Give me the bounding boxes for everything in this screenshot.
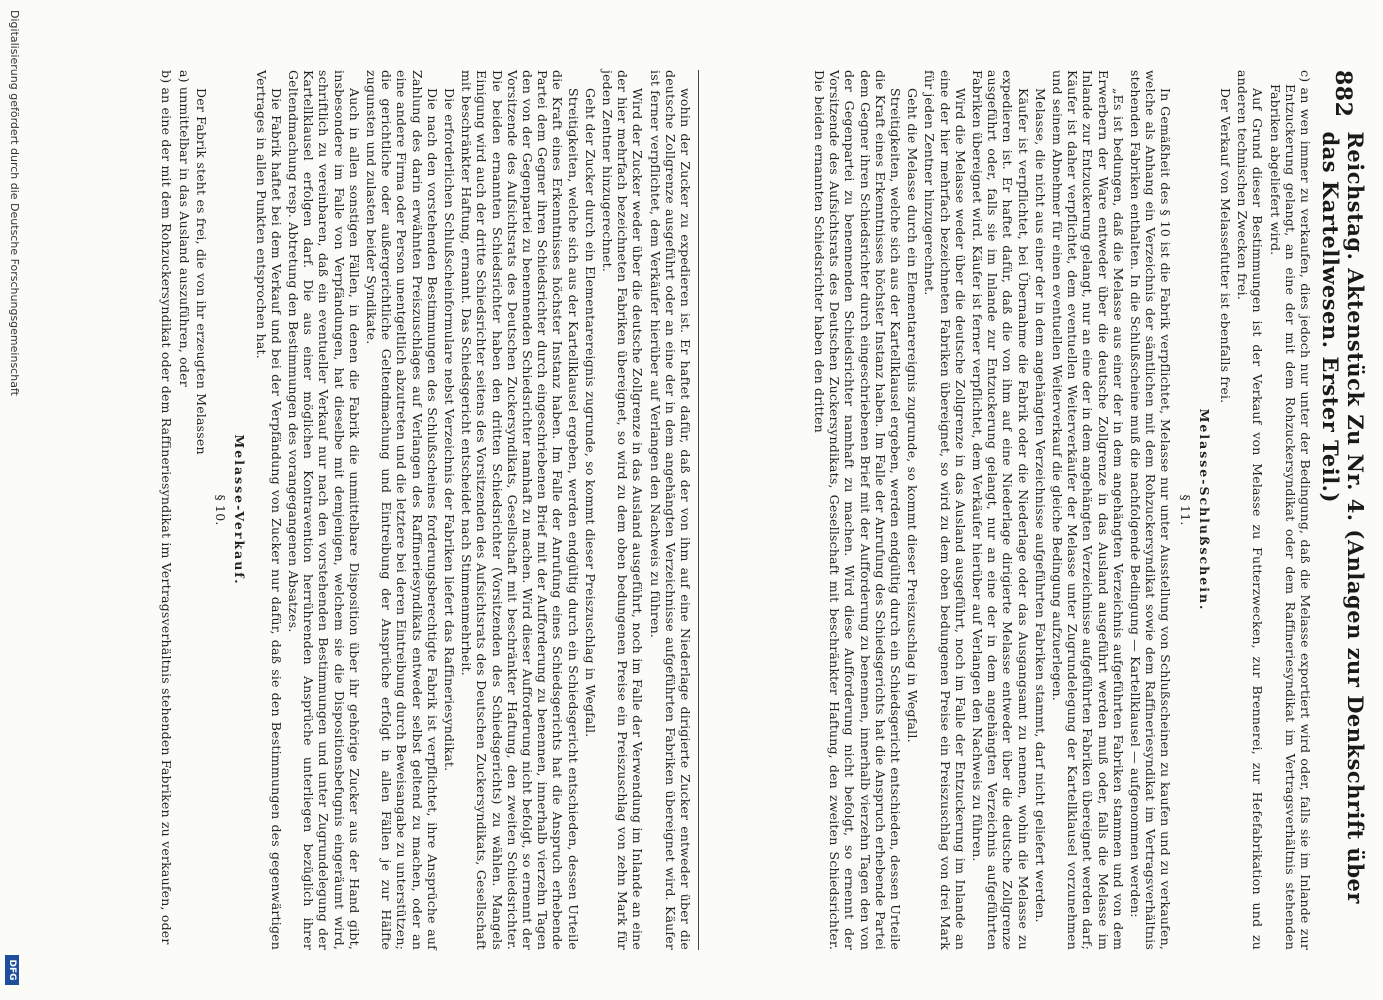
paragraph: Der Verkauf von Melassefutter ist ebenfalls frei.: [1217, 88, 1233, 404]
section-heading: Melasse-Schlußschein.: [1196, 408, 1212, 612]
paragraph: Auch in allen sonstigen Fällen, in denen die Fabrik die unmittelbare Disposition über ihr gehörige Zucker aus der Hand gibt, insbesondere im Falle von Verpfändungen, hat dieselbe mit demjenigen, welchem sie die Dispositionsbefugnis eingeräumt wird, schriftlich zu vereinbaren, daß ein eventueller Verkauf nur nach den vorstehenden Bestimmungen und unter Zugrundelegung der Kartellklausel erfolgen darf. Die aus einer möglichen Kontravention herrührenden Ansprüche unterliegen bezüglich ihrer Geltendmachung resp. Abtretung den Bestimmungen des vorangegangenen Absatzes.: [285, 70, 362, 950]
section-number: § 11.: [1177, 494, 1193, 526]
paragraph: wohin der Zucker zu expedieren ist. Er haftet dafür, daß der von ihm auf eine Niederlage dirigierte Zucker entweder über die deutsche Zollgrenze ausgeführt oder an eine der in dem angehängten Verzeichnisse aufgeführten Fabriken übereignet wird. Käufer ist ferner verpflichtet, dem Verkäufer hierüber auf Verlangen den Nachweis zu führen.: [647, 70, 693, 950]
paragraph: Auf Grund dieser Bestimmungen ist der Verkauf von Melasse zu Futterzwecken, zur Brennerei, zur Hefefabrikation und zu anderen technischen Zwecken frei.: [1235, 70, 1266, 950]
paragraph: Käufer ist verpflichtet, bei Übernahme die Fabrik oder die Niederlage oder das Ausgangsamt zu nennen, wohin die Melasse zu expedieren ist. Er haftet dafür, daß die von ihm auf eine Niederlage dirigierte Melasse entweder über die deutsche Zollgrenze ausgeführt oder, falls sie im Inlande zur Entzuckerung gelangt, nur an eine der in dem angehängten Verzeichnis aufgeführten Fabriken übereignet wird. Käufer ist ferner verpflichtet, dem Verkäufer hierüber auf Verlangen den Nachweis zu führen.: [969, 70, 1031, 950]
paragraph: Geht der Zucker durch ein Elementarereignis zugrunde, so kommt dieser Preiszuschlag in Wegfall.: [582, 88, 598, 738]
page-number: 882: [1330, 70, 1356, 118]
paragraph: Melasse, die nicht aus einer der in dem angehängten Verzeichnisse aufgeführten Fabriken stammt, darf nicht geliefert werden.: [1032, 88, 1048, 923]
section-number: § 10.: [213, 494, 229, 526]
paragraph: Der Fabrik steht es frei, die von ihr erzeugten Melassen: [193, 88, 209, 455]
paragraph: Die Fabrik haftet bei dem Verkauf und bei der Verpfändung von Zucker nur dafür, daß sie den Bestimmungen des gegenwärtigen Vertrages in allen Punkten entsprochen hat.: [253, 70, 284, 950]
credit-text: Digitalisierung gefördert durch die Deutsche Forschungsgemeinschaft: [8, 10, 21, 396]
list-item: a) unmittelbar in das Ausland auszuführen, oder: [176, 70, 192, 387]
right-column-text: [810, 70, 1313, 950]
digitization-credit: [2, 0, 25, 1000]
list-item: c) an wen immer zu verkaufen, dies jedoch nur unter der Bedingung, daß die Melasse exportiert wird oder, falls sie im Inlande zur Entzuckerung gelangt, an eine der mit dem Rohzuckersyndikat oder dem Raffineriesyndikat im Vertragsverhältnis stehenden Fabriken abgeliefert wird.: [1267, 70, 1313, 950]
paragraph: Streitigkeiten, welche sich aus der Kartellklausel ergeben, werden endgültig durch ein Schiedsgericht entschieden, dessen Urteile die Kraft eines Erkenntnisses höchster Instanz haben. Im Falle der Anrufung des Schiedsgerichts hat die Anspruch erhebende Partei dem Gegner ihren Schiedsrichter durch eingeschriebenen Brief mit der Aufforderung zu benennen, innerhalb vierzehn Tagen den von der Gegenpartei zu benennenden Schiedsrichter namhaft zu machen. Wird diese Aufforderung nicht befolgt, so ernennt der Vorsitzende des Aufsichtsrats des Deutschen Zuckersyndikats, Gesellschaft mit beschränkter Haftung, den zweiten Schiedsrichter. Die beiden ernannten Schiedsrichter haben den dritten: [811, 70, 903, 950]
paragraph: Die erforderlichen Schlußscheinformulare nebst Verzeichnis der Fabriken liefert das Raffineriesyndikat.: [441, 88, 457, 772]
paragraph: In Gemäßheit des § 10 ist die Fabrik verpflichtet, Melasse nur unter Ausstellung von Schlußscheinen zu kaufen und zu verkaufen, welche als Anhang ein Verzeichnis der sämtlichen mit dem Rohzuckersyndikat sowie dem Raffineriesyndikat im Vertragsverhältnis stehenden Fabriken enthalten. In die Schlußscheine muß die nachfolgende Bedingung — Kartellklausel — aufgenommen werden:: [1127, 70, 1174, 950]
paragraph: Streitigkeiten, welche sich aus der Kartellklausel ergeben, werden endgültig durch ein Schiedsgericht entschieden, dessen Urteile die Kraft eines Erkenntnisses höchster Instanz haben. Im Falle der Anrufung eines Schiedsgerichts hat die Anspruch erhebende Partei dem Gegner ihren Schiedsrichter durch eingeschriebenen Brief mit der Aufforderung zu benennen, innerhalb vierzehn Tagen den von der Gegenpartei zu benennenden Schiedsrichter namhaft zu machen. Wird dieser Aufforderung nicht befolgt, so ernennt der Vorsitzende des Aufsichtsrats des Deutschen Zuckersyndikats, Gesellschaft mit beschränkter Haftung, den zweiten Schiedsrichter. Die beiden ernannten Schiedsrichter haben den dritten Schiedsrichter (Vorsitzenden des Schiedsgerichts) zu wählen. Mangels Einigung wird auch der dritte Schiedsrichter seitens des Vorsitzenden des Aufsichtsrats des Deutschen Zuckersyndikats, Gesellschaft mit beschränkter Haftung, ernannt. Das Schiedsgericht entscheidet nach Stimmenmehrheit.: [459, 70, 581, 950]
left-column-text: [157, 70, 693, 950]
dfg-logo: DFG: [5, 955, 19, 985]
column-divider: [698, 70, 699, 950]
paragraph: Wird der Zucker weder über die deutsche Zollgrenze in das Ausland ausgeführt, noch im Falle der Verwendung im Inlande an eine der hier mehrfach bezeichneten Fabriken übereignet, so wird zu dem oben bedungenen Preise ein Preiszuschlag von zehn Mark für jeden Zentner hinzugerechnet.: [599, 70, 646, 950]
left-column: [43, 70, 693, 950]
section-heading: Melasse-Verkauf.: [232, 434, 248, 586]
right-column: [703, 70, 1313, 950]
list-item: b) an eine der mit dem Rohzuckersyndikat oder dem Raffineriesyndikat im Vertragsverhältnis stehenden Fabriken zu verkaufen, oder: [159, 70, 175, 945]
paragraph: Geht die Melasse durch ein Elementarereignis zugrunde, so kommt dieser Preiszuschlag in Wegfall.: [905, 88, 921, 743]
paragraph: „Es ist bedungen, daß die Melasse aus einer der in dem angehängten Verzeichnis aufgeführten Fabriken stammen und von dem Erwerbern der Ware entweder über die deutsche Zollgrenze in das Ausland ausgeführt werden muß oder, falls die Melasse im Inlande zur Entzuckerung gelangt, nur an eine der in dem angehängten Verzeichnisse aufgeführten Fabriken übereignet werden darf; Käufer ist daher verpflichtet, dem eventuellen Weiterverkäufer der Melasse unter Zugrundelegung der Kartellklausel vorzunehmen und seinem Abnehmer für einen eventuellen Weiterverkauf die gleiche Bedingung aufzuerlegen.: [1049, 70, 1126, 950]
paragraph: Die nach den vorstehenden Bestimmungen des Schlußscheines forderungsberechtigte Fabrik ist verpflichtet, ihre Ansprüche auf Zahlung des darin erwähnten Preiszuschlages auf Verlangen des Raffineriesyndikats entweder selbst geltend zu machen, oder an eine andere Firma oder Person unentgeltlich abzutreten und die letztere bei deren Eintreibung durch Beweisangabe zu unterstützen; die gerichtliche oder außergerichtliche Geltendmachung und Eintreibung der Ansprüche erfolgt in allen Fällen je zur Hälfte zugunsten und zulasten beider Syndikate.: [363, 70, 440, 950]
page-header: [1318, 70, 1368, 950]
paragraph: Wird die Melasse weder über die deutsche Zollgrenze in das Ausland ausgeführt, noch im Falle der Entzuckerung im Inlande an eine der hier mehrfach bezeichneten Fabriken übereignet, so wird zu dem oben bedungenen Preise ein Preiszuschlag von drei Mark für jeden Zentner hinzugerechnet.: [922, 70, 968, 950]
header-title: Reichstag. Aktenstück Zu Nr. 4. (Anlagen zur Denkschrift über das Kartellwesen. Erster Teil.): [1318, 131, 1368, 904]
